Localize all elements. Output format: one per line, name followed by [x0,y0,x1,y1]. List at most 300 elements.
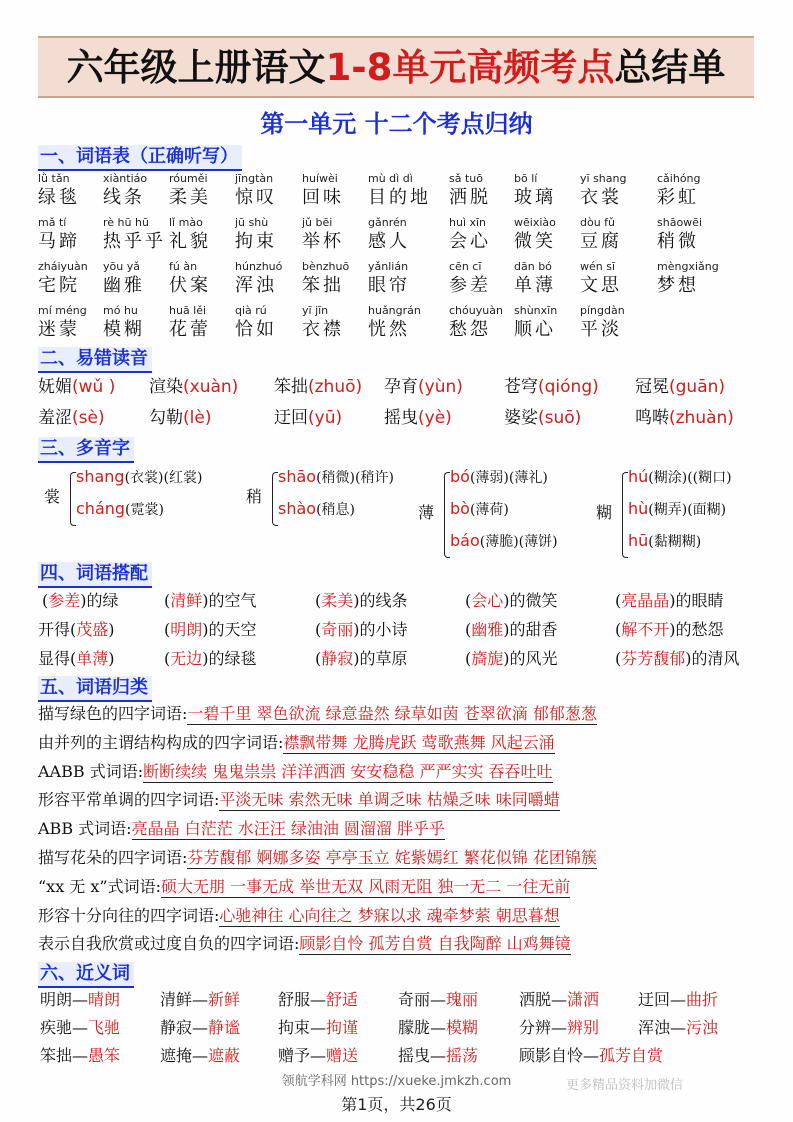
vocab-word [38,260,88,298]
pronunciation-word: 勾勒 [149,408,183,428]
synonym-pair [40,1043,120,1069]
vocab-word [580,260,622,298]
synonym-word: 舒服— [278,990,327,1009]
collocation-suffix: )的眼睛 [669,591,724,610]
synonym-answer: 新鲜 [208,990,241,1009]
vocab-hanzi: 恰如 [235,319,277,340]
collocation-word: 亮晶晶 [621,591,670,610]
vocab-hanzi: 迷蒙 [38,319,80,340]
vocab-row [38,216,758,260]
category-words: 襟飘带舞 龙腾虎跃 莺歌燕舞 风起云涌 [283,732,555,752]
category-label: 形容十分向往的四字词语: [38,905,220,925]
collocation-suffix: )的愁怨 [669,620,724,639]
vocab-word [657,260,719,298]
synonym-word: 静寂— [160,1018,209,1037]
pronunciation-word: 迂回 [274,408,308,428]
vocab-pinyin: xiàntiáo [103,172,148,185]
polyphone-example: (薄脆)(薄饼) [479,534,558,550]
collocation-prefix: ( [315,620,322,639]
title-part-1: 六年级上册语文 [66,46,326,89]
vocab-word [657,172,701,210]
vocab-pinyin: gǎnrén [368,216,407,229]
polyphone-pinyin: hù [628,499,649,518]
vocab-pinyin: lǐ mào [169,216,203,229]
category-line [38,759,553,785]
vocab-hanzi: 单薄 [514,275,556,296]
vocab-hanzi: 感人 [368,231,410,252]
vocab-hanzi: 梦想 [657,275,699,296]
collocation-prefix: 显得( [38,649,77,668]
vocab-word [169,216,211,254]
vocab-word [103,216,166,254]
vocab-hanzi: 模糊 [103,319,145,340]
synonym-pair [278,1015,358,1041]
category-line [38,730,555,756]
synonym-answer: 潇洒 [567,990,600,1009]
category-words: 断断续续 鬼鬼祟祟 洋洋洒洒 安安稳稳 严严实实 吞吞吐吐 [143,761,553,781]
synonym-answer: 污浊 [686,1018,719,1037]
pronunciation-word: 孕育 [384,377,418,397]
vocab-pinyin: wén sī [580,260,616,273]
vocab-hanzi: 惊叹 [235,187,277,208]
collocation-word: 明朗 [170,620,203,639]
collocation-suffix: )的清风 [685,649,740,668]
vocab-pinyin: bènzhuō [302,260,350,273]
vocab-hanzi: 伏案 [169,275,211,296]
synonym-pair [638,1015,718,1041]
collocation-word: 奇丽 [321,620,354,639]
collocation-prefix: ( [315,649,322,668]
pronunciation-word: 笨拙 [274,377,308,397]
category-words: 硕大无朋 一事无成 举世无双 风雨无阻 独一无二 一往无前 [161,876,571,896]
vocab-pinyin: huǎngrán [368,304,421,317]
pronunciation-word: 苍穹 [504,377,538,397]
collocation-prefix: ( [42,591,49,610]
synonym-answer: 摇荡 [446,1046,479,1065]
vocab-word [580,216,622,254]
vocab-pinyin: huì xīn [449,216,487,229]
synonym-answer: 瑰丽 [446,990,479,1009]
category-label: AABB 式词语: [38,761,144,781]
vocab-pinyin: sǎ tuō [449,172,483,185]
vocab-pinyin: yī jīn [302,304,329,317]
pronunciation-pinyin: (guān) [669,377,726,397]
vocab-word [103,172,147,210]
collocation-suffix: )的线条 [353,591,408,610]
title-part-highlight: 1-8单元高频考点 [325,46,615,89]
synonym-answer: 赠送 [326,1046,359,1065]
collocation-suffix: ) [108,649,115,668]
collocation-suffix: )的甜香 [503,620,558,639]
collocation-word: 芬芳馥郁 [621,649,686,668]
page-title [38,38,754,98]
polyphone-pinyin: hū [628,531,649,550]
section-heading-categories: 五、词语归类 [38,676,152,702]
vocab-pinyin: rè hū hū [103,216,149,229]
vocab-hanzi: 衣襟 [302,319,344,340]
synonym-answer: 飞驰 [88,1018,121,1037]
collocation-item [315,645,408,673]
vocab-pinyin: chóuyuàn [449,304,503,317]
vocab-pinyin: bō lí [514,172,538,185]
category-line [38,931,571,957]
synonym-word: 清鲜— [160,990,209,1009]
pronunciation-pinyin: (yùn) [418,377,463,397]
vocab-pinyin: cǎihóng [657,172,701,185]
collocation-item [42,587,119,615]
polyphone-pinyin: cháng [76,499,126,518]
collocation-prefix: 开得( [38,620,77,639]
vocab-hanzi: 幽雅 [103,275,145,296]
synonym-answer: 辨别 [567,1018,600,1037]
collocation-item [164,645,257,673]
vocab-pinyin: mǎ tí [38,216,67,229]
pronunciation-pinyin: (lè) [183,408,212,428]
category-label: 表示自我欣赏或过度自负的四字词语: [38,934,300,954]
collocation-word: 静寂 [321,649,354,668]
pronunciation-word: 妩媚 [38,377,72,397]
polyphone-pinyin: shāo [278,467,317,486]
collocation-item [465,616,558,644]
collocation-prefix: ( [465,649,472,668]
pronunciation-item [635,373,725,401]
vocab-hanzi: 愁怨 [449,319,491,340]
section-heading-polyphones: 三、多音字 [38,437,134,463]
vocab-hanzi: 马蹄 [38,231,80,252]
category-label: 由并列的主谓结构构成的四字词语: [38,732,284,752]
collocation-word: 单薄 [76,649,109,668]
vocab-pinyin: qià rú [235,304,267,317]
polyphone-reading [76,466,202,489]
vocab-word [38,216,80,254]
polyphone-pinyin: bó [450,467,470,486]
vocab-hanzi: 会心 [449,231,491,252]
synonym-pair [40,987,120,1013]
synonym-pair [160,1015,240,1041]
category-line [38,874,570,900]
collocation-prefix: ( [164,649,171,668]
vocab-word [38,304,87,342]
vocab-hanzi: 彩虹 [657,187,699,208]
pronunciation-item [38,373,115,401]
synonym-word: 摇曳— [398,1046,447,1065]
synonym-pair [278,987,358,1013]
collocation-prefix: ( [164,620,171,639]
synonym-word: 迂回— [638,990,687,1009]
pronunciation-word: 渲染 [149,377,183,397]
category-label: ABB 式词语: [38,819,132,839]
synonym-word: 奇丽— [398,990,447,1009]
vocab-word [235,216,277,254]
polyphone-example: (薄弱)(薄礼) [469,470,548,486]
vocab-word [368,260,410,298]
polyphone-example: (霓裳) [125,502,164,518]
polyphone-reading [278,466,394,489]
collocation-word: 柔美 [321,591,354,610]
category-words: 心驰神往 心向往之 梦寐以求 魂牵梦萦 朝思暮想 [219,905,560,925]
vocab-word [302,172,344,210]
synonym-answer: 模糊 [446,1018,479,1037]
pronunciation-item [504,404,581,432]
synonym-word: 拘束— [278,1018,327,1037]
pronunciation-pinyin: (yè) [418,408,452,428]
vocab-row [38,304,758,348]
synonym-pair [40,1015,120,1041]
synonym-answer: 舒适 [326,990,359,1009]
category-words: 平淡无味 索然无味 单调乏味 枯燥乏味 味同嚼蜡 [219,790,560,810]
footer-wechat: 更多精品资料加微信 [566,1078,684,1093]
synonym-word: 朦胧— [398,1018,447,1037]
vocab-pinyin: róuměi [169,172,208,185]
vocab-hanzi: 举杯 [302,231,344,252]
vocab-word [514,216,556,254]
synonym-answer: 愚笨 [88,1046,121,1065]
vocab-pinyin: fú àn [169,260,198,273]
vocab-hanzi: 线条 [103,187,145,208]
collocation-word: 清鲜 [170,591,203,610]
category-label: 形容平常单调的四字词语: [38,790,220,810]
vocab-word [580,304,625,342]
vocab-row [38,260,758,304]
polyphone-reading [450,498,509,521]
category-label: 描写花朵的四字词语: [38,848,188,867]
synonym-answer: 遮蔽 [208,1046,241,1065]
pronunciation-word: 摇曳 [384,408,418,428]
polyphone-reading [450,530,558,553]
vocab-pinyin: jū shù [235,216,269,229]
vocab-word [302,260,349,298]
polyphone-pinyin: hú [628,467,649,486]
vocab-pinyin: píngdàn [580,304,625,317]
polyphone-example: (稍息) [316,502,356,518]
page-number: 第1页，共26页 [341,1095,452,1114]
synonym-pair [160,1043,240,1069]
category-line [38,701,597,727]
synonym-answer: 曲折 [686,990,719,1009]
unit-subtitle: 第一单元 十二个考点归纳 [260,110,533,138]
vocab-hanzi: 目的地 [368,187,431,208]
pronunciation-item [384,373,463,401]
pronunciation-item [635,404,734,432]
vocab-hanzi: 柔美 [169,187,211,208]
pronunciation-word: 冠冕 [635,377,669,397]
collocation-prefix: ( [465,591,472,610]
vocab-word [235,260,282,298]
vocab-word [368,304,421,342]
collocation-item [38,616,115,644]
collocation-word: 解不开 [621,620,670,639]
polyphone-example: (薄荷) [469,502,509,518]
collocation-suffix: )的风光 [503,649,558,668]
vocab-word [368,172,431,210]
vocab-word [449,172,491,210]
collocation-suffix: )的小诗 [353,620,408,639]
vocab-hanzi: 豆腐 [580,231,622,252]
vocab-hanzi: 衣裳 [580,187,622,208]
vocab-hanzi: 微笑 [514,231,556,252]
synonym-pair [519,1015,599,1041]
collocation-prefix: ( [615,591,622,610]
category-label: “xx 无 x”式词语: [38,876,161,896]
polyphone-reading [278,498,355,521]
pronunciation-pinyin: (xuàn) [183,377,239,397]
pronunciation-item [384,404,452,432]
synonym-pair [160,987,240,1013]
vocab-hanzi: 参差 [449,275,491,296]
vocab-word [169,172,211,210]
vocab-pinyin: zháiyuàn [38,260,88,273]
collocation-prefix: ( [315,591,322,610]
vocab-hanzi: 花蕾 [169,319,211,340]
vocab-pinyin: lǜ tǎn [38,172,70,185]
vocab-pinyin: jǔ bēi [302,216,333,229]
pronunciation-word: 羞涩 [38,408,72,428]
vocab-hanzi: 绿毯 [38,187,80,208]
title-part-3: 总结单 [614,46,726,89]
synonym-pair [278,1043,358,1069]
vocab-hanzi: 稍微 [657,231,699,252]
collocation-item [315,587,408,615]
polyphone-example: (糊涂)((糊口) [648,470,732,486]
vocab-hanzi: 玻璃 [514,187,556,208]
collocation-suffix: )的绿 [80,591,119,610]
collocation-item [315,616,408,644]
synonym-pair [398,1015,478,1041]
vocab-word [103,260,145,298]
vocab-word [514,260,556,298]
pronunciation-item [38,404,105,432]
vocab-word [235,172,277,210]
collocation-word: 茂盛 [76,620,109,639]
collocation-item [164,616,257,644]
vocab-pinyin: wēixiào [514,216,556,229]
vocab-word [302,304,344,342]
collocation-prefix: ( [615,649,622,668]
vocab-hanzi: 回味 [302,187,344,208]
vocab-pinyin: cēn cī [449,260,482,273]
vocab-hanzi: 热乎乎 [103,231,166,252]
polyphone-pinyin: báo [450,531,480,550]
vocab-word [169,260,211,298]
pronunciation-item [149,373,238,401]
pronunciation-pinyin: (suō) [538,408,582,428]
collocation-item [615,587,724,615]
synonym-word: 顾影自怜— [519,1046,600,1065]
vocab-hanzi: 宅院 [38,275,80,296]
synonym-pair [638,987,718,1013]
polyphone-reading [628,466,732,489]
synonym-word: 分辨— [519,1018,568,1037]
vocab-word [38,172,80,210]
synonym-word: 遮掩— [160,1046,209,1065]
vocab-word [449,216,491,254]
synonym-word: 浑浊— [638,1018,687,1037]
collocation-item [465,587,558,615]
collocation-item [38,645,115,673]
category-words: 亮晶晶 白茫茫 水汪汪 绿油油 圆溜溜 胖乎乎 [131,819,445,839]
collocation-item [615,616,724,644]
category-line [38,787,560,813]
vocab-pinyin: shāowēi [657,216,702,229]
vocab-hanzi: 洒脱 [449,187,491,208]
collocation-item [164,587,257,615]
synonym-answer: 孤芳自赏 [599,1046,664,1065]
vocab-word [103,304,145,342]
footer-site: 领航学科网 https://xueke.jmkzh.com [281,1074,512,1089]
collocation-item [615,645,740,673]
polyphone-reading [628,498,726,521]
polyphone-char: 薄 [418,503,435,522]
polyphone-char: 裳 [44,487,61,506]
vocab-pinyin: mèngxiǎng [657,260,719,273]
collocation-prefix: ( [615,620,622,639]
collocation-word: 参差 [48,591,81,610]
vocab-hanzi: 平淡 [580,319,622,340]
vocab-word [449,260,491,298]
vocab-word [449,304,503,342]
synonym-answer: 静谧 [208,1018,241,1037]
collocation-suffix: )的空气 [202,591,257,610]
vocab-word [302,216,344,254]
vocab-word [580,172,626,210]
vocab-pinyin: mù dì dì [368,172,413,185]
polyphone-pinyin: shào [278,499,317,518]
vocab-pinyin: mó hu [103,304,138,317]
collocation-prefix: ( [164,591,171,610]
section-heading-vocab: 一、词语表（正确听写） [38,145,242,171]
vocab-pinyin: yī shang [580,172,627,185]
collocation-prefix: ( [465,620,472,639]
category-line [38,845,597,871]
vocab-hanzi: 顺心 [514,319,556,340]
synonym-pair [398,987,478,1013]
category-line [38,816,445,842]
collocation-suffix: ) [108,620,115,639]
pronunciation-item [274,404,342,432]
pronunciation-pinyin: (zhuō) [308,377,363,397]
collocation-suffix: )的天空 [202,620,257,639]
vocab-hanzi: 拘束 [235,231,277,252]
category-words: 一碧千里 翠色欲流 绿意盎然 绿草如茵 苍翠欲滴 郁郁葱葱 [187,704,597,723]
pronunciation-pinyin: (qióng) [538,377,599,397]
vocab-word [514,304,557,342]
vocab-word [514,172,556,210]
polyphone-reading [628,530,701,553]
vocab-word [169,304,211,342]
synonym-word: 洒脱— [519,990,568,1009]
synonym-word: 明朗— [40,990,89,1009]
polyphone-char: 糊 [596,503,613,522]
pronunciation-pinyin: (wǔ ) [72,377,116,397]
synonym-answer: 晴朗 [88,990,121,1009]
pronunciation-item [504,373,599,401]
synonym-word: 疾驰— [40,1018,89,1037]
vocab-hanzi: 礼貌 [169,231,211,252]
collocation-word: 无边 [170,649,203,668]
collocation-suffix: )的绿毯 [202,649,257,668]
polyphone-pinyin: shang [76,467,125,486]
collocation-suffix: )的草原 [353,649,408,668]
vocab-hanzi: 恍然 [368,319,410,340]
synonym-answer: 拘谨 [326,1018,359,1037]
vocab-pinyin: yōu yǎ [103,260,140,273]
collocation-word: 会心 [471,591,504,610]
pronunciation-item [149,404,211,432]
collocation-word: 幽雅 [471,620,504,639]
vocab-pinyin: huíwèi [302,172,338,185]
vocab-word [368,216,410,254]
category-label: 描写绿色的四字词语: [38,704,188,723]
